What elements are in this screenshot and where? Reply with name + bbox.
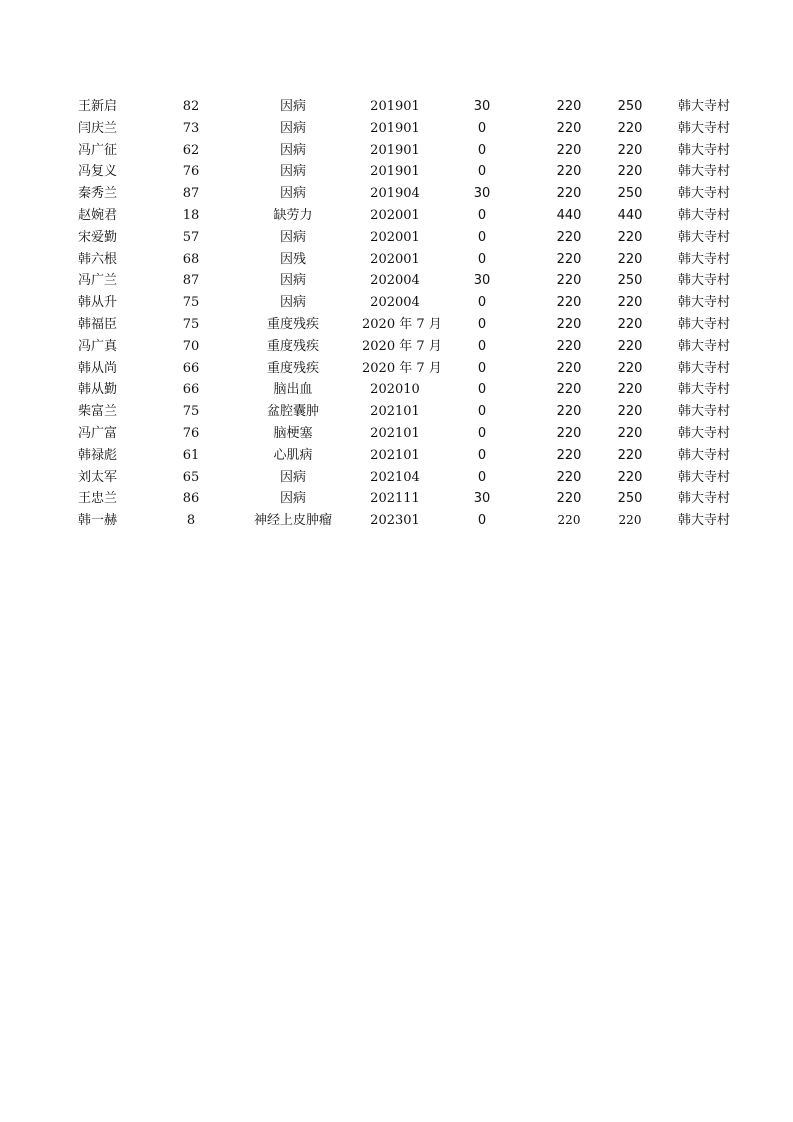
table-row <box>78 488 730 510</box>
age-cell: 8 <box>186 513 196 529</box>
village-cell: 韩大寺村 <box>677 164 730 180</box>
date-cell: 202101 <box>370 425 420 441</box>
age-cell: 87 <box>182 186 200 202</box>
name-cell: 赵婉君 <box>78 207 118 223</box>
total-amount-cell: 250 <box>617 186 643 202</box>
base-amount-cell: 220 <box>556 273 582 289</box>
extra-amount-cell: 0 <box>477 251 487 267</box>
date-cell: 2020 年 7 月 <box>362 316 442 332</box>
extra-amount-cell: 30 <box>473 273 491 289</box>
base-amount-cell: 220 <box>556 425 582 441</box>
age-cell: 75 <box>182 295 200 311</box>
reason-cell: 因病 <box>279 229 306 245</box>
reason-cell: 因病 <box>279 491 306 507</box>
base-amount-cell: 220 <box>556 360 582 376</box>
name-cell: 柴富兰 <box>78 404 118 420</box>
age-cell: 76 <box>182 425 200 441</box>
reason-cell: 因病 <box>279 142 306 158</box>
village-cell: 韩大寺村 <box>677 469 730 485</box>
reason-cell: 因病 <box>279 120 306 136</box>
table-row <box>78 249 730 271</box>
total-amount-cell: 250 <box>617 273 643 289</box>
extra-amount-cell: 0 <box>477 316 487 332</box>
name-cell: 王忠兰 <box>78 491 118 507</box>
reason-cell: 脑出血 <box>273 382 313 398</box>
total-amount-cell: 220 <box>617 469 643 485</box>
table-row <box>78 379 730 401</box>
reason-cell: 因病 <box>279 295 306 311</box>
date-cell: 202104 <box>370 469 420 485</box>
date-cell: 201901 <box>370 142 420 158</box>
date-cell: 2020 年 7 月 <box>362 360 442 376</box>
extra-amount-cell: 0 <box>477 338 487 354</box>
table-row <box>78 183 730 205</box>
age-cell: 62 <box>182 142 200 158</box>
table-row <box>78 401 730 423</box>
reason-cell: 因残 <box>279 251 306 267</box>
village-cell: 韩大寺村 <box>677 513 730 529</box>
name-cell: 冯广真 <box>78 338 118 354</box>
name-cell: 韩禄彪 <box>78 447 118 463</box>
extra-amount-cell: 0 <box>477 295 487 311</box>
age-cell: 75 <box>182 316 200 332</box>
age-cell: 73 <box>182 120 200 136</box>
table-row <box>78 467 730 489</box>
total-amount-cell: 220 <box>617 404 643 420</box>
extra-amount-cell: 0 <box>477 447 487 463</box>
age-cell: 82 <box>182 99 200 114</box>
extra-amount-cell: 0 <box>477 425 487 441</box>
name-cell: 冯广兰 <box>78 273 118 289</box>
date-cell: 201901 <box>370 164 420 180</box>
base-amount-cell: 220 <box>556 316 582 332</box>
extra-amount-cell: 30 <box>473 186 491 202</box>
roster-table <box>78 96 730 532</box>
name-cell: 韩六根 <box>78 251 118 267</box>
age-cell: 66 <box>182 360 200 376</box>
reason-cell: 因病 <box>279 186 306 202</box>
base-amount-cell: 220 <box>556 469 582 485</box>
table-row <box>78 336 730 358</box>
date-cell: 202301 <box>370 513 420 529</box>
total-amount-cell: 220 <box>617 382 643 398</box>
village-cell: 韩大寺村 <box>677 316 730 332</box>
base-amount-cell: 440 <box>556 207 582 223</box>
village-cell: 韩大寺村 <box>677 142 730 158</box>
date-cell: 2020 年 7 月 <box>362 338 442 354</box>
village-cell: 韩大寺村 <box>677 273 730 289</box>
base-amount-cell: 220 <box>556 186 582 202</box>
extra-amount-cell: 30 <box>473 491 491 507</box>
date-cell: 202010 <box>370 382 420 398</box>
table-row <box>78 227 730 249</box>
total-amount-cell: 220 <box>617 316 643 332</box>
table-row <box>78 358 730 380</box>
base-amount-cell: 220 <box>556 142 582 158</box>
total-amount-cell: 250 <box>617 99 643 114</box>
table-row <box>78 423 730 445</box>
village-cell: 韩大寺村 <box>677 295 730 311</box>
table-row <box>78 161 730 183</box>
reason-cell: 因病 <box>279 99 306 114</box>
village-cell: 韩大寺村 <box>677 338 730 354</box>
base-amount-cell: 220 <box>556 338 582 354</box>
extra-amount-cell: 0 <box>477 120 487 136</box>
village-cell: 韩大寺村 <box>677 404 730 420</box>
village-cell: 韩大寺村 <box>677 120 730 136</box>
total-amount-cell: 250 <box>617 491 643 507</box>
extra-amount-cell: 0 <box>477 360 487 376</box>
name-cell: 刘太军 <box>78 469 118 485</box>
village-cell: 韩大寺村 <box>677 186 730 202</box>
reason-cell: 脑梗塞 <box>273 425 313 441</box>
date-cell: 202001 <box>370 207 420 223</box>
date-cell: 202101 <box>370 447 420 463</box>
village-cell: 韩大寺村 <box>677 447 730 463</box>
total-amount-cell: 220 <box>617 425 643 441</box>
age-cell: 18 <box>182 207 200 223</box>
base-amount-cell: 220 <box>556 99 582 114</box>
extra-amount-cell: 30 <box>473 99 491 114</box>
date-cell: 202001 <box>370 251 420 267</box>
base-amount-cell: 220 <box>556 251 582 267</box>
total-amount-cell: 220 <box>618 513 642 528</box>
name-cell: 韩从勤 <box>78 382 118 398</box>
extra-amount-cell: 0 <box>477 164 487 180</box>
village-cell: 韩大寺村 <box>677 491 730 507</box>
village-cell: 韩大寺村 <box>677 207 730 223</box>
base-amount-cell: 220 <box>556 382 582 398</box>
date-cell: 202111 <box>370 491 420 507</box>
total-amount-cell: 220 <box>617 251 643 267</box>
total-amount-cell: 220 <box>617 447 643 463</box>
base-amount-cell: 220 <box>556 164 582 180</box>
date-cell: 202004 <box>370 273 420 289</box>
date-cell: 201901 <box>370 120 420 136</box>
name-cell: 韩从升 <box>78 295 118 311</box>
age-cell: 61 <box>182 447 200 463</box>
age-cell: 87 <box>182 273 200 289</box>
table-row <box>78 140 730 162</box>
base-amount-cell: 220 <box>556 404 582 420</box>
age-cell: 86 <box>182 491 200 507</box>
village-cell: 韩大寺村 <box>677 425 730 441</box>
table-row <box>78 445 730 467</box>
reason-cell: 因病 <box>279 273 306 289</box>
extra-amount-cell: 0 <box>477 513 487 529</box>
extra-amount-cell: 0 <box>477 229 487 245</box>
base-amount-cell: 220 <box>557 513 581 528</box>
extra-amount-cell: 0 <box>477 382 487 398</box>
extra-amount-cell: 0 <box>477 142 487 158</box>
name-cell: 冯广征 <box>78 142 118 158</box>
base-amount-cell: 220 <box>556 491 582 507</box>
roster-body <box>78 96 730 532</box>
name-cell: 韩福臣 <box>78 316 118 332</box>
date-cell: 202004 <box>370 295 420 311</box>
name-cell: 韩从尚 <box>78 360 118 376</box>
date-cell: 202001 <box>370 229 420 245</box>
reason-cell: 神经上皮肿瘤 <box>253 513 332 529</box>
date-cell: 201901 <box>370 99 420 114</box>
age-cell: 75 <box>182 404 200 420</box>
name-cell: 闫庆兰 <box>78 120 118 136</box>
age-cell: 66 <box>182 382 200 398</box>
reason-cell: 因病 <box>279 469 306 485</box>
base-amount-cell: 220 <box>556 229 582 245</box>
date-cell: 201904 <box>370 186 420 202</box>
table-row <box>78 205 730 227</box>
name-cell: 宋爱勤 <box>78 229 118 245</box>
reason-cell: 因病 <box>279 164 306 180</box>
age-cell: 68 <box>182 251 200 267</box>
table-row <box>78 292 730 314</box>
age-cell: 70 <box>182 338 200 354</box>
table-row <box>78 96 730 118</box>
age-cell: 65 <box>182 469 200 485</box>
total-amount-cell: 440 <box>617 207 643 223</box>
table-row <box>78 270 730 292</box>
age-cell: 76 <box>182 164 200 180</box>
base-amount-cell: 220 <box>556 120 582 136</box>
total-amount-cell: 220 <box>617 164 643 180</box>
table-row <box>78 314 730 336</box>
total-amount-cell: 220 <box>617 338 643 354</box>
total-amount-cell: 220 <box>617 360 643 376</box>
base-amount-cell: 220 <box>556 295 582 311</box>
total-amount-cell: 220 <box>617 142 643 158</box>
reason-cell: 重度残疾 <box>266 360 319 376</box>
reason-cell: 盆腔囊肿 <box>266 404 319 420</box>
extra-amount-cell: 0 <box>477 207 487 223</box>
total-amount-cell: 220 <box>617 295 643 311</box>
reason-cell: 缺劳力 <box>273 207 313 223</box>
name-cell: 冯广富 <box>78 425 118 441</box>
name-cell: 韩一赫 <box>78 513 118 529</box>
name-cell: 冯复义 <box>78 164 118 180</box>
reason-cell: 心肌病 <box>273 447 313 463</box>
extra-amount-cell: 0 <box>477 404 487 420</box>
total-amount-cell: 220 <box>617 229 643 245</box>
village-cell: 韩大寺村 <box>677 360 730 376</box>
name-cell: 秦秀兰 <box>78 186 118 202</box>
extra-amount-cell: 0 <box>477 469 487 485</box>
table-row <box>78 510 730 532</box>
reason-cell: 重度残疾 <box>266 316 319 332</box>
date-cell: 202101 <box>370 404 420 420</box>
base-amount-cell: 220 <box>556 447 582 463</box>
village-cell: 韩大寺村 <box>677 99 730 114</box>
total-amount-cell: 220 <box>617 120 643 136</box>
age-cell: 57 <box>182 229 200 245</box>
village-cell: 韩大寺村 <box>677 382 730 398</box>
table-row <box>78 118 730 140</box>
village-cell: 韩大寺村 <box>677 251 730 267</box>
reason-cell: 重度残疾 <box>266 338 319 354</box>
name-cell: 王新启 <box>78 99 118 114</box>
village-cell: 韩大寺村 <box>677 229 730 245</box>
